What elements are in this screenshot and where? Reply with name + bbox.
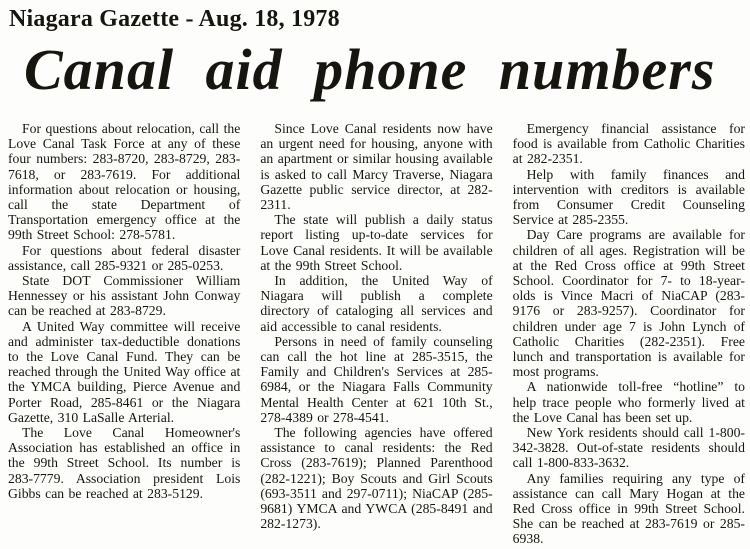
paragraph: The following agencies have offered assistance to canal residents: the Red Cross (283-7619); Planned Parenthood (282-1221); Boy Scouts and Girl Scouts (693-3511 and 297-0711); NiaCAP (285-9681) YMCA and YWCA (285-8491 and 282-1273). <box>260 425 493 532</box>
paragraph: For questions about federal disaster assistance, call 285-9321 or 285-0253. <box>8 242 241 273</box>
paragraph: In addition, the United Way of Niagara will publish a complete directory of cataloging all services and aid accessible to canal residents. <box>260 273 493 334</box>
paragraph: Day Care programs are available for children of all ages. Registration will be at the Red Cross office at 99th Street School. Coordinator for 7- to 18-year-olds is Vince Macri of NiaCAP (283-9176 or 283-9257). Coordinator for children under age 7 is John Lynch of Catholic Charities (282-2351). Free lunch and transportation is available for most programs. <box>512 227 745 380</box>
paragraph: A United Way committee will receive and administer tax-deductible donations to the Love Canal Fund. They can be reached through the United Way office at the YMCA building, Pierce Avenue and Porter Road, 285-8461 or the Niagara Gazette, 310 LaSalle Arterial. <box>8 318 241 425</box>
paragraph: Emergency financial assistance for food is available from Catholic Charities at 282-2351. <box>512 121 745 167</box>
article-body <box>8 121 745 547</box>
paragraph: A nationwide toll-free “hotline” to help trace people who formerly lived at the Love Canal has been set up. <box>512 379 745 425</box>
paragraph: The state will publish a daily status report listing up-to-date services for Love Canal residents. It will be available at the 99th Street School. <box>260 212 493 273</box>
paragraph: Since Love Canal residents now have an urgent need for housing, anyone with an apartment or similar housing available is asked to call Marcy Traverse, Niagara Gazette public service director, at 282-2311. <box>260 121 493 213</box>
headline: Canal aid phone numbers <box>24 37 716 102</box>
article-column-3 <box>513 121 745 547</box>
paragraph: New York residents should call 1-800-342-3828. Out-of-state residents should call 1-800-833-3632. <box>512 425 745 471</box>
paragraph: State DOT Commissioner William Hennessey or his assistant John Conway can be reached at 283-8729. <box>8 273 241 319</box>
paragraph: The Love Canal Homeowner's Association has established an office in the 99th Street School. Its number is 283-7779. Association president Lois Gibbs can be reached at 283-5129. <box>8 425 241 501</box>
paragraph: Persons in need of family counseling can call the hot line at 285-3515, the Family and Children's Services at 285-6984, or the Niagara Falls Community Mental Health Center at 621 10th St., 278-4389 or 278-4541. <box>260 333 493 425</box>
article-column-2 <box>260 121 492 547</box>
paragraph: For questions about relocation, call the Love Canal Task Force at any of these four numbers: 283-8720, 283-8729, 283-7618, or 283-7619. For additional information about relocation or housing, call the state Department of Transportation emergency office at the 99th Street School: 278-5781. <box>8 121 241 243</box>
masthead-dateline: Niagara Gazette - Aug. 18, 1978 <box>9 6 340 32</box>
paragraph: Help with family finances and intervention with creditors is available from Consumer Credit Counseling Service at 285-2355. <box>512 166 745 228</box>
paragraph: Any families requiring any type of assistance can call Mary Hogan at the Red Cross office in 99th Street School. She can be reached at 283-7619 or 285-6938. <box>512 470 745 547</box>
article-column-1 <box>8 121 240 547</box>
